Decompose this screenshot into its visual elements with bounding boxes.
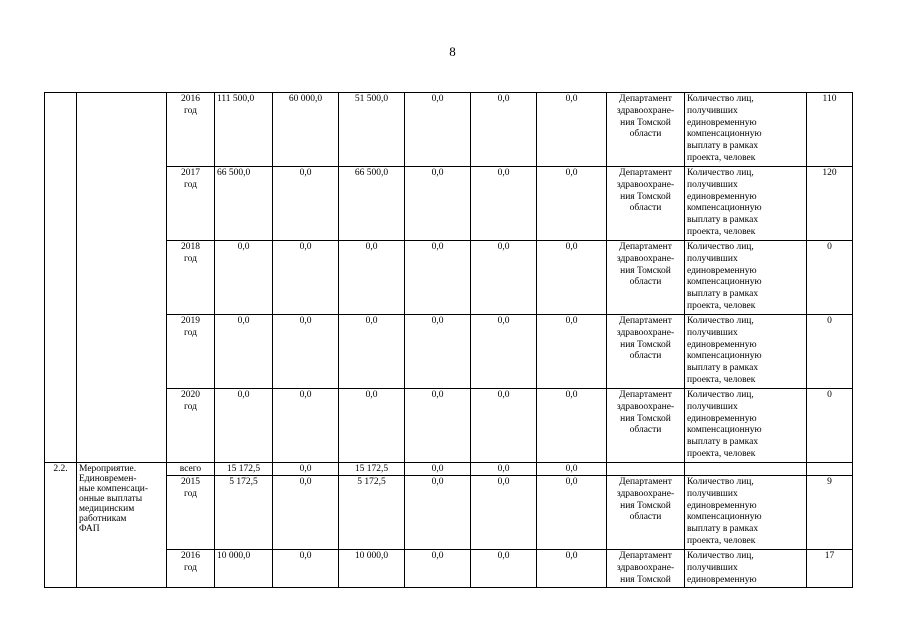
year-cell: 2017 год: [167, 167, 215, 241]
local-budget-cell: 0,0: [405, 389, 471, 463]
federal-budget-cell: 0,0: [273, 167, 339, 241]
indicator-cell: Количество лиц, получивших единовременную компенсационную выплату в рамках проекта, человек: [685, 241, 807, 315]
page-number: 8: [449, 44, 456, 59]
table-row: [45, 167, 853, 241]
indicator-value-cell: 0: [807, 389, 853, 463]
indicator-cell: Количество лиц, получивших единовременную компенсационную выплату в рамках проекта, человек: [685, 93, 807, 167]
indicator-cell: Количество лиц, получивших единовременную компенсационную выплату в рамках проекта, человек: [685, 389, 807, 463]
year-cell: 2016 год: [167, 550, 215, 588]
section-number-cell: 2.2.: [45, 463, 77, 588]
department-cell: Департамент здравоохране- ния Томской области: [607, 167, 685, 241]
year-cell: 2018 год: [167, 241, 215, 315]
year-cell: 2015 год: [167, 476, 215, 550]
federal-budget-cell: 0,0: [273, 550, 339, 588]
department-cell: Департамент здравоохране- ния Томской области: [607, 389, 685, 463]
total-funding-cell: 66 500,0: [215, 167, 273, 241]
indicator-value-cell: 0: [807, 315, 853, 389]
total-funding-cell: 15 172,5: [215, 463, 273, 476]
table-row: [45, 389, 853, 463]
local-budget-cell: 0,0: [405, 93, 471, 167]
department-cell: Департамент здравоохране- ния Томской области: [607, 241, 685, 315]
extra-budget-cell: 0,0: [471, 315, 537, 389]
table-row-total: [45, 463, 853, 476]
table-row: [45, 241, 853, 315]
total-funding-cell: 0,0: [215, 389, 273, 463]
department-cell: Департамент здравоохране- ния Томской области: [607, 476, 685, 550]
department-cell: Департамент здравоохране- ния Томской: [607, 550, 685, 588]
indicator-cell: [685, 463, 807, 476]
extra-budget-cell: 0,0: [471, 463, 537, 476]
year-cell: 2016 год: [167, 93, 215, 167]
extra-budget-cell: 0,0: [471, 167, 537, 241]
year-cell: 2019 год: [167, 315, 215, 389]
department-cell: Департамент здравоохране- ния Томской области: [607, 315, 685, 389]
local-budget-cell: 0,0: [405, 476, 471, 550]
indicator-value-cell: [807, 463, 853, 476]
federal-budget-cell: 0,0: [273, 476, 339, 550]
other-budget-cell: 0,0: [537, 389, 607, 463]
regional-budget-cell: 66 500,0: [339, 167, 405, 241]
regional-budget-cell: 10 000,0: [339, 550, 405, 588]
table-row: [45, 476, 853, 550]
row-number-cell: [45, 93, 77, 463]
total-funding-cell: 0,0: [215, 315, 273, 389]
extra-budget-cell: 0,0: [471, 550, 537, 588]
activity-cell: [77, 93, 167, 463]
regional-budget-cell: 15 172,5: [339, 463, 405, 476]
local-budget-cell: 0,0: [405, 241, 471, 315]
regional-budget-cell: 0,0: [339, 315, 405, 389]
total-funding-cell: 10 000,0: [215, 550, 273, 588]
regional-budget-cell: 0,0: [339, 241, 405, 315]
total-funding-cell: 5 172,5: [215, 476, 273, 550]
regional-budget-cell: 0,0: [339, 389, 405, 463]
table-row: [45, 315, 853, 389]
federal-budget-cell: 0,0: [273, 463, 339, 476]
other-budget-cell: 0,0: [537, 463, 607, 476]
federal-budget-cell: 0,0: [273, 241, 339, 315]
local-budget-cell: 0,0: [405, 315, 471, 389]
indicator-value-cell: 120: [807, 167, 853, 241]
regional-budget-cell: 5 172,5: [339, 476, 405, 550]
other-budget-cell: 0,0: [537, 167, 607, 241]
department-cell: [607, 463, 685, 476]
table-row: [45, 93, 853, 167]
local-budget-cell: 0,0: [405, 550, 471, 588]
federal-budget-cell: 0,0: [273, 315, 339, 389]
indicator-value-cell: 9: [807, 476, 853, 550]
other-budget-cell: 0,0: [537, 550, 607, 588]
budget-table: [44, 92, 853, 588]
section-title-cell: Мероприятие. Единовремен- ные компенсаци- онные выплаты медицинским работникам ФАП: [77, 463, 167, 588]
indicator-cell: Количество лиц, получивших единовременную компенсационную выплату в рамках проекта, человек: [685, 167, 807, 241]
indicator-cell: Количество лиц, получивших единовременную компенсационную выплату в рамках проекта, человек: [685, 315, 807, 389]
table-row: [45, 550, 853, 588]
local-budget-cell: 0,0: [405, 167, 471, 241]
extra-budget-cell: 0,0: [471, 389, 537, 463]
federal-budget-cell: 0,0: [273, 389, 339, 463]
federal-budget-cell: 60 000,0: [273, 93, 339, 167]
total-funding-cell: 0,0: [215, 241, 273, 315]
department-cell: Департамент здравоохране- ния Томской области: [607, 93, 685, 167]
other-budget-cell: 0,0: [537, 315, 607, 389]
regional-budget-cell: 51 500,0: [339, 93, 405, 167]
extra-budget-cell: 0,0: [471, 241, 537, 315]
indicator-value-cell: 17: [807, 550, 853, 588]
total-funding-cell: 111 500,0: [215, 93, 273, 167]
extra-budget-cell: 0,0: [471, 93, 537, 167]
year-cell: 2020 год: [167, 389, 215, 463]
other-budget-cell: 0,0: [537, 93, 607, 167]
indicator-value-cell: 0: [807, 241, 853, 315]
extra-budget-cell: 0,0: [471, 476, 537, 550]
indicator-cell: Количество лиц, получивших единовременную компенсационную выплату в рамках проекта, человек: [685, 476, 807, 550]
indicator-cell: Количество лиц, получивших единовременную: [685, 550, 807, 588]
indicator-value-cell: 110: [807, 93, 853, 167]
year-cell: всего: [167, 463, 215, 476]
other-budget-cell: 0,0: [537, 241, 607, 315]
local-budget-cell: 0,0: [405, 463, 471, 476]
other-budget-cell: 0,0: [537, 476, 607, 550]
